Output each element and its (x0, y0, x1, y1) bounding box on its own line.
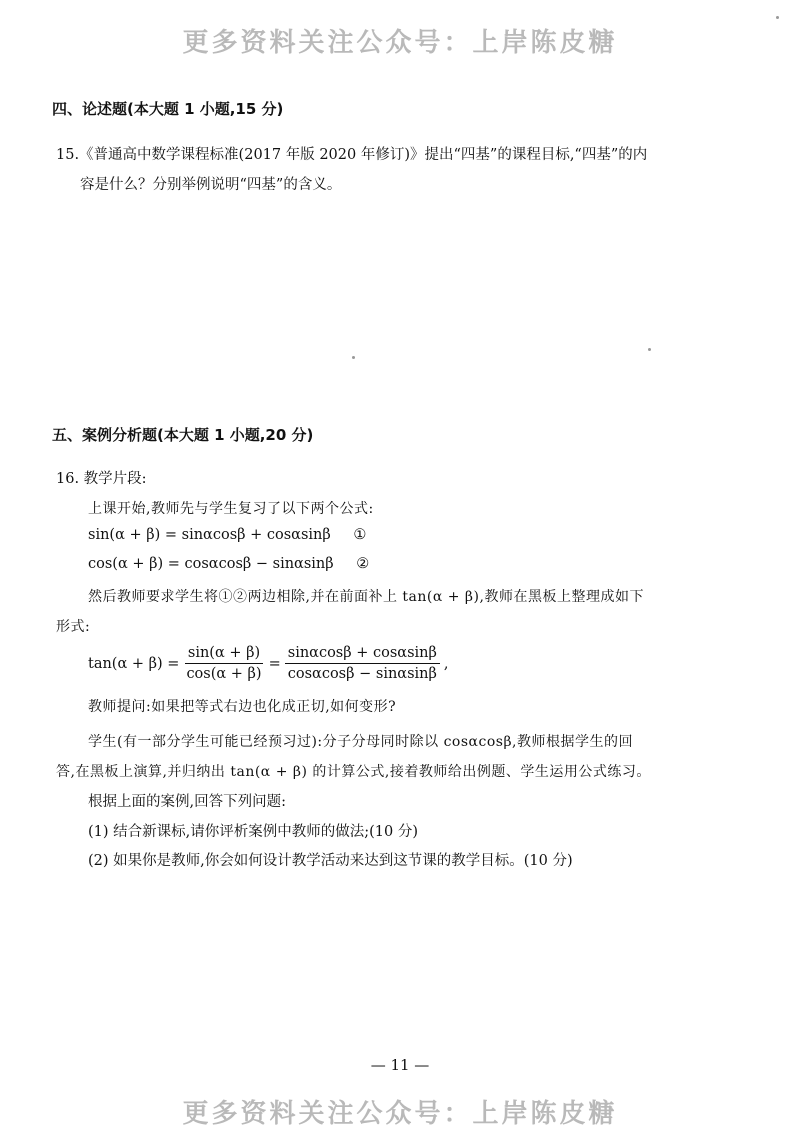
formula-1-marker: ① (353, 527, 367, 543)
page-number: — 11 — (370, 1056, 430, 1074)
equals-sign: = (268, 655, 281, 672)
watermark-bottom: 更多资料关注公众号：上岸陈皮糖 (182, 1099, 618, 1129)
formula-2-text: cos(α + β) = cosαcosβ − sinαsinβ (88, 556, 334, 572)
tan-lhs: tan(α + β) = (88, 655, 180, 672)
question-15-line-1: 15.《普通高中数学课程标准(2017 年版 2020 年修订)》提出“四基”的课程目标,“四基”的内 (56, 147, 648, 163)
question-15-line-2: 容是什么？分别举例说明“四基”的含义。 (80, 177, 342, 193)
formula-1-text: sin(α + β) = sinαcosβ + cosαsinβ (88, 527, 331, 543)
scan-speck (648, 348, 651, 351)
section-4-heading: 四、论述题(本大题 1 小题,15 分) (52, 100, 284, 118)
sub-question-2: (2) 如果你是教师,你会如何设计教学活动来达到这节课的教学目标。(10 分) (88, 853, 573, 869)
case-paragraph-1: 上课开始,教师先与学生复习了以下两个公式: (88, 501, 374, 517)
student-response-line-2: 答,在黑板上演算,并归纳出 tan(α + β) 的计算公式,接着教师给出例题、学生运用公式练习。 (56, 764, 651, 780)
fraction-1-numerator: sin(α + β) (185, 645, 263, 664)
sub-question-1: (1) 结合新课标,请你评析案例中教师的做法;(10 分) (88, 824, 419, 840)
answer-prompt: 根据上面的案例,回答下列问题: (88, 794, 286, 810)
fraction-expanded (285, 645, 440, 682)
case-paragraph-2-line-1: 然后教师要求学生将①②两边相除,并在前面补上 tan(α + β),教师在黑板上整理成如下 (88, 589, 644, 605)
scan-speck (352, 356, 355, 359)
student-response-line-1: 学生(有一部分学生可能已经预习过):分子分母同时除以 cosαcosβ,教师根据学生的回 (88, 734, 633, 750)
fraction-2-numerator: sinαcosβ + cosαsinβ (285, 645, 440, 664)
watermark-top: 更多资料关注公众号：上岸陈皮糖 (182, 28, 618, 58)
teacher-question: 教师提问:如果把等式右边也化成正切,如何变形? (88, 699, 397, 715)
tan-fraction-formula (88, 645, 449, 682)
case-paragraph-2-line-2: 形式: (56, 619, 91, 635)
fraction-2-denominator: cosαcosβ − sinαsinβ (287, 666, 437, 682)
fraction-1-denominator: cos(α + β) (186, 666, 262, 682)
formula-2-marker: ② (356, 556, 370, 572)
scan-speck (776, 16, 779, 19)
formula-2 (88, 556, 369, 572)
section-5-heading: 五、案例分析题(本大题 1 小题,20 分) (52, 426, 314, 444)
question-16-intro: 16. 教学片段: (56, 471, 147, 487)
formula-1 (88, 527, 366, 543)
fraction-tail-comma: , (443, 655, 449, 672)
fraction-sin-over-cos (183, 645, 264, 682)
